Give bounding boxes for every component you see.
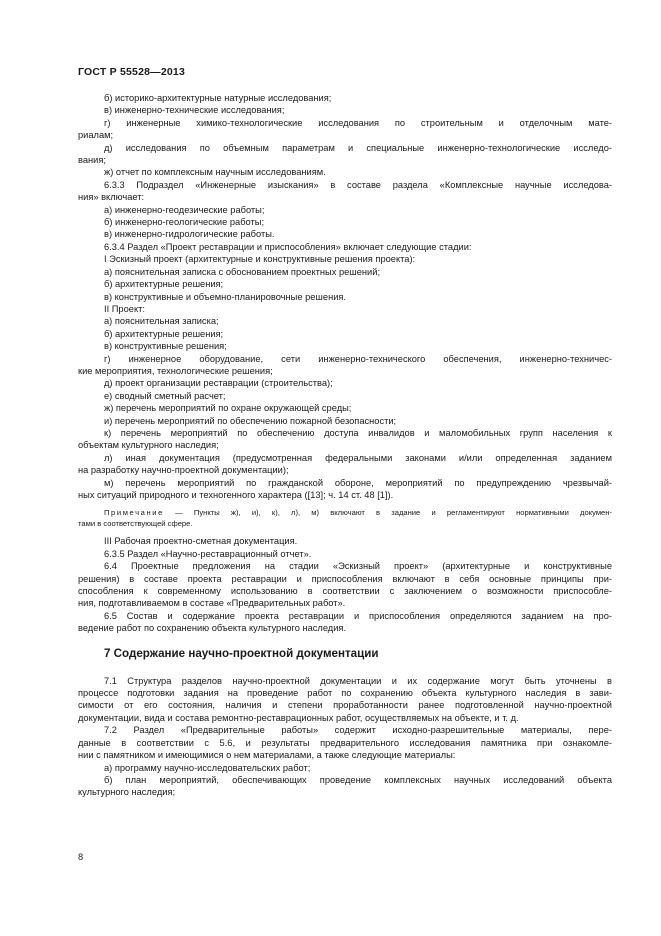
- clause-line: 6.4 Проектные предложения на стадии «Эскизный проект» (архитектурные и конструктивные: [104, 561, 612, 572]
- stage-heading: I Эскизный проект (архитектурные и конструктивные решения проекта):: [104, 254, 416, 265]
- stage-heading: III Рабочая проектно-сметная документация.: [104, 536, 298, 547]
- clause-line: ния, подготавливаемом в составе «Предварительных работ».: [78, 598, 346, 609]
- clause-line: способления к современному использованию в соответствии с заключением о возможности приспособле-: [78, 586, 612, 597]
- list-item: б) архитектурные решения;: [104, 279, 224, 290]
- list-item-line: л) иная документация (предусмотренная федеральными законами и/или определенная заданием: [104, 452, 612, 463]
- clause-line: 7.2 Раздел «Предварительные работы» содержит исходно-разрешительные материалы, пере-: [104, 725, 612, 736]
- list-item: б) инженерно-геологические работы;: [104, 217, 265, 228]
- clause-line: нии с памятником и имеющимися о нем материалами, а также следующие материалы:: [78, 750, 456, 761]
- page-number: 8: [78, 852, 84, 862]
- note-line: тами в соответствующей сфере.: [78, 519, 193, 529]
- list-item: а) программу научно-исследовательских работ;: [104, 762, 311, 773]
- list-item-line: кие мероприятия, технологические решения;: [78, 365, 273, 376]
- stage-heading: II Проект:: [104, 303, 145, 314]
- list-item-line: на разработку научно-проектной документации);: [78, 465, 289, 476]
- list-item: в) инженерно-гидрологические работы.: [104, 229, 275, 240]
- clause-line: решения) в составе проекта реставрации и приспособления включают в себя основные принципы при-: [78, 573, 612, 584]
- spacer: [78, 661, 612, 675]
- list-item-line: ных ситуаций природного и техногенного характера ([13]; ч. 14 ст. 48 [1]).: [78, 490, 394, 500]
- list-item-line: к) перечень мероприятий по обеспечению доступа инвалидов и маломобильных групп населения к: [104, 427, 612, 438]
- list-item-line: риалам;: [78, 130, 114, 141]
- list-item: б) историко-архитектурные натурные исследования;: [104, 93, 332, 103]
- list-item-line: г) инженерное оборудование, сети инженерно-технического обеспечения, инженерно-техничес-: [104, 353, 612, 364]
- list-item-line: культурного наследия;: [78, 787, 176, 798]
- list-item: ж) перечень мероприятий по охране окружающей среды;: [104, 403, 352, 414]
- list-item-line: м) перечень мероприятий по гражданской обороне, мероприятий по предупреждению чрезвычай-: [104, 477, 612, 488]
- document-body: [78, 92, 612, 799]
- note-text: — Пункты ж), и), к), л), м) включают в задание и регламентируют нормативными докумен-: [163, 508, 612, 518]
- section-heading: 7 Содержание научно-проектной документации: [104, 646, 379, 660]
- list-item: в) инженерно-технические исследования;: [104, 105, 285, 116]
- clause-line: 6.3.3 Подраздел «Инженерные изыскания» в составе раздела «Комплексные научные исследова-: [104, 179, 612, 190]
- list-item: е) сводный сметный расчет;: [104, 390, 226, 401]
- clause-line: ния» включает:: [78, 192, 145, 203]
- clause-line: процессе подготовки задания на проведение работ по сохранению объекта культурного наследия в зави-: [78, 688, 612, 699]
- clause-heading: 6.3.5 Раздел «Научно-реставрационный отчет».: [104, 548, 312, 559]
- list-item: ж) отчет по комплексным научным исследованиям.: [104, 167, 326, 178]
- list-item: а) пояснительная записка с обоснованием проектных решений;: [104, 266, 381, 277]
- list-item: б) архитектурные решения;: [104, 328, 224, 339]
- spacer: [78, 635, 612, 647]
- list-item: и) перечень мероприятий по обеспечению пожарной безопасности;: [104, 415, 397, 426]
- clause-line: 7.1 Структура разделов научно-проектной документации и их содержание могут быть уточнены в: [104, 675, 612, 686]
- clause-line: ведение работ по сохранению объекта культурного наследия.: [78, 623, 347, 634]
- list-item-line: объектам культурного наследия;: [78, 440, 219, 451]
- list-item: д) проект организации реставрации (строительства);: [104, 378, 333, 389]
- list-item: а) пояснительная записка;: [104, 316, 219, 327]
- list-item-line: д) исследования по объемным параметрам и специальные инженерно-технологические исследо-: [104, 142, 612, 153]
- clause-heading: 6.3.4 Раздел «Проект реставрации и приспособления» включает следующие стадии:: [104, 241, 472, 252]
- list-item: в) конструктивные решения;: [104, 341, 227, 352]
- clause-line: данные в соответствии с 5.6, и результаты предварительного исследования памятника при ознакомле-: [78, 737, 612, 748]
- clause-line: 6.5 Состав и содержание проекта реставрации и приспособления определяются заданием на про-: [104, 610, 612, 621]
- document-header-code: ГОСТ Р 55528—2013: [78, 66, 186, 78]
- list-item-line: г) инженерные химико-технологические исследования по строительным и отделочным мате-: [104, 117, 612, 128]
- note-label: Примечание: [104, 508, 164, 518]
- list-item: в) конструктивные и объемно-планировочные решения.: [104, 291, 347, 302]
- list-item: а) инженерно-геодезические работы;: [104, 204, 265, 215]
- list-item-line: вания;: [78, 155, 106, 166]
- list-item-line: б) план мероприятий, обеспечивающих проведение комплексных научных исследований объекта: [104, 774, 612, 785]
- note-line: [78, 507, 612, 518]
- clause-line: документации, вида и состава ремонтно-реставрационных работ, осуществляемых на объекте, и т. д.: [78, 712, 519, 723]
- clause-line: симости от его состояния, наличия и степени проработанности ранее подготовленной научно-проектной: [78, 700, 612, 711]
